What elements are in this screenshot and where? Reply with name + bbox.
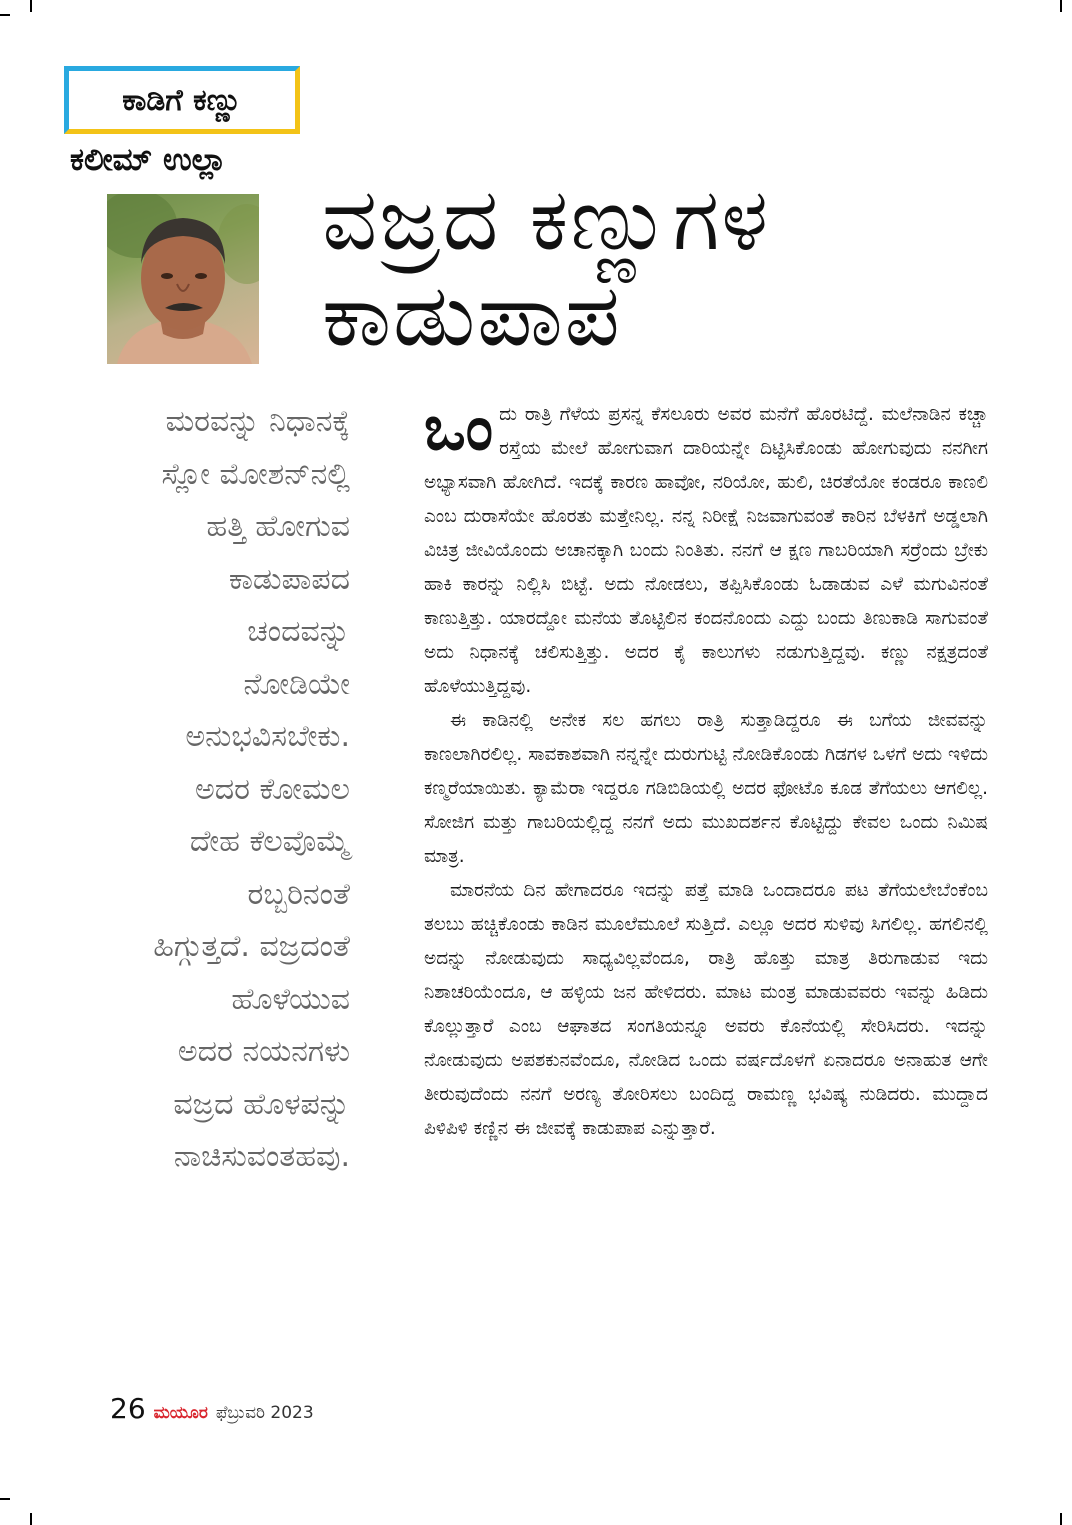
article-paragraph: ಮಾರನೆಯ ದಿನ ಹೇಗಾದರೂ ಇದನ್ನು ಪತ್ತೆ ಮಾಡಿ ಒಂದಾದರೂ ಪಟ ತೆಗೆಯಲೇಬೆಂಕೆಂಬ ತಲಬು ಹಚ್ಚಿಕೊಂಡು ಕಾಡಿನ ಮೂಲೆಮೂಲೆ ಸುತ್ತಿದೆ. ಎಲ್ಲೂ ಅದರ ಸುಳಿವು ಸಿಗಲಿಲ್ಲ. ಹಗಲಿನಲ್ಲಿ ಅದನ್ನು ನೋಡುವುದು ಸಾಧ್ಯವಿಲ್ಲವೆಂದೂ, ರಾತ್ರಿ ಹೊತ್ತು ಮಾತ್ರ ತಿರುಗಾಡುವ ಇದು ನಿಶಾಚರಿಯೆಂದೂ, ಆ ಹಳ್ಳಿಯ ಜನ ಹೇಳಿದರು. ಮಾಟ ಮಂತ್ರ ಮಾಡುವವರು ಇವನ್ನು ಹಿಡಿದು ಕೊಲ್ಲುತ್ತಾರೆ ಎಂಬ ಆಘಾತದ ಸಂಗತಿಯನ್ನೂ ಅವರು ಕೊನೆಯಲ್ಲಿ ಸೇರಿಸಿದರು. ಇದನ್ನು ನೋಡುವುದು ಅಪಶಕುನವೆಂದೂ, ನೋಡಿದ ಒಂದು ವರ್ಷದೊಳಗೆ ಏನಾದರೂ ಅನಾಹುತ ಆಗೇ ತೀರುವುದೆಂದು ನನಗೆ ಅರಣ್ಯ ತೋರಿಸಲು ಬಂದಿದ್ದ ರಾಮಣ್ಣ ಭವಿಷ್ಯ ನುಡಿದರು. ಮುದ್ದಾದ ಪಿಳಿಪಿಳಿ ಕಣ್ಣಿನ ಈ ಜೀವಕ್ಕೆ ಕಾಡುಪಾಪ ಎನ್ನುತ್ತಾರೆ. (424, 880, 988, 1139)
article-body (424, 391, 988, 1146)
pull-quote-line: ಹೊಳೆಯುವ (231, 981, 350, 1017)
pull-quote-line: ದೇಹ ಕೆಲವೊಮ್ಮೆ (189, 824, 350, 859)
column-logo: ಕಾಡಿಗೆ ಕಣ್ಣು (64, 66, 300, 134)
pull-quote-line: ನಾಚಿಸುವಂತಹವು. (173, 1139, 350, 1174)
author-photo (107, 194, 259, 364)
headline-line-1: ವಜ್ರದ ಕಣ್ಣುಗಳ (322, 170, 771, 270)
pull-quote-line: ಅದರ ಕೋಮಲ (194, 771, 350, 807)
article-paragraph-text: ದು ರಾತ್ರಿ ಗೆಳೆಯ ಪ್ರಸನ್ನ ಕೆಸಲೂರು ಅವರ ಮನೆಗೆ ಹೊರಟಿದ್ದೆ. ಮಲೆನಾಡಿನ ಕಚ್ಚಾ ರಸ್ತೆಯ ಮೇಲೆ ಹೋಗುವಾಗ ದಾರಿಯನ್ನೇ ದಿಟ್ಟಿಸಿಕೊಂಡು ಹೋಗುವುದು ನನಗೀಗ ಅಭ್ಯಾಸವಾಗಿ ಹೋಗಿದೆ. ಇದಕ್ಕೆ ಕಾರಣ ಹಾವೋ, ನರಿಯೋ, ಹುಲಿ, ಚಿರತೆಯೋ ಕಂಡರೂ ಕಾಣಲಿ ಎಂಬ ದುರಾಸೆಯೇ ಹೊರತು ಮತ್ತೇನಿಲ್ಲ. ನನ್ನ ನಿರೀಕ್ಷೆ ನಿಜವಾಗುವಂತೆ ಕಾರಿನ ಬೆಳಕಿಗೆ ಅಡ್ಡಲಾಗಿ ವಿಚಿತ್ರ ಜೀವಿಯೊಂದು ಅಚಾನಕ್ಕಾಗಿ ಬಂದು ನಿಂತಿತು. ನನಗೆ ಆ ಕ್ಷಣ ಗಾಬರಿಯಾಗಿ ಸರ್ರೆಂದು ಬ್ರೇಕು ಹಾಕಿ ಕಾರನ್ನು ನಿಲ್ಲಿಸಿ ಬಿಟ್ಟೆ. ಅದು ನೋಡಲು, ತಪ್ಪಿಸಿಕೊಂಡು ಓಡಾಡುವ ಎಳೆ ಮಗುವಿನಂತೆ ಕಾಣುತ್ತಿತ್ತು. ಯಾರದ್ದೋ ಮನೆಯ ತೊಟ್ಟಿಲಿನ ಕಂದನೊಂದು ಎದ್ದು ಬಂದು ತಿಣುಕಾಡಿ ಸಾಗುವಂತೆ ಅದು ನಿಧಾನಕ್ಕೆ ಚಲಿಸುತ್ತಿತ್ತು. ಅದರ ಕೈ ಕಾಲುಗಳು ನಡುಗುತ್ತಿದ್ದವು. ಕಣ್ಣು ನಕ್ಷತ್ರದಂತೆ ಹೊಳೆಯುತ್ತಿದ್ದವು. (424, 404, 988, 697)
author-portrait-illustration (107, 194, 259, 364)
pull-quote (110, 396, 350, 1184)
issue-date: ಫೆಬ್ರುವರಿ 2023 (215, 1403, 314, 1423)
page-footer (110, 1392, 314, 1425)
author-name: ಕಲೀಮ್ ಉಲ್ಲಾ (70, 142, 227, 178)
article-paragraph: ಈ ಕಾಡಿನಲ್ಲಿ ಅನೇಕ ಸಲ ಹಗಲು ರಾತ್ರಿ ಸುತ್ತಾಡಿದ್ದರೂ ಈ ಬಗೆಯ ಜೀವವನ್ನು ಕಾಣಲಾಗಿರಲಿಲ್ಲ. ಸಾವಕಾಶವಾಗಿ ನನ್ನನ್ನೇ ದುರುಗುಟ್ಟಿ ನೋಡಿಕೊಂಡು ಗಿಡಗಳ ಒಳಗೆ ಅದು ಇಳಿದು ಕಣ್ಮರೆಯಾಯಿತು. ಕ್ಯಾಮೆರಾ ಇದ್ದರೂ ಗಡಿಬಿಡಿಯಲ್ಲಿ ಅದರ ಫೋಟೊ ಕೂಡ ತೆಗೆಯಲು ಆಗಲಿಲ್ಲ. ಸೋಜಿಗ ಮತ್ತು ಗಾಬರಿಯಲ್ಲಿದ್ದ ನನಗೆ ಅದು ಮುಖದರ್ಶನ ಕೊಟ್ಟಿದ್ದು ಕೇವಲ ಒಂದು ನಿಮಿಷ ಮಾತ್ರ. (424, 710, 988, 867)
pull-quote-line: ರಬ್ಬರಿನಂತೆ (247, 876, 350, 912)
crop-mark (1060, 0, 1062, 12)
pull-quote-line: ಕಾಡುಪಾಪದ (228, 561, 350, 597)
crop-mark (30, 0, 32, 12)
magazine-name: ಮಯೂರ (153, 1403, 208, 1423)
page-number: 26 (110, 1392, 146, 1425)
headline-line-2: ಕಾಡುಪಾಪ (322, 266, 622, 366)
crop-mark (0, 14, 10, 16)
pull-quote-line: ಮರವನ್ನು ನಿಧಾನಕ್ಕೆ (165, 404, 350, 439)
pull-quote-line: ಚಂದವನ್ನು (247, 614, 350, 649)
pull-quote-line: ಹಿಗ್ಗುತ್ತದೆ. ವಜ್ರದಂತೆ (153, 929, 350, 964)
pull-quote-line: ಅದರ ನಯನಗಳು (177, 1034, 350, 1069)
crop-mark (1060, 1513, 1062, 1525)
crop-mark (30, 1513, 32, 1525)
article-paragraph (424, 391, 988, 704)
drop-cap: ಒಂ (424, 391, 494, 464)
pull-quote-line: ಅನುಭವಿಸಬೇಕು. (185, 719, 350, 754)
pull-quote-line: ಸ್ಲೋ ಮೋಶನ್‌ನಲ್ಲಿ (161, 456, 350, 492)
pull-quote-line: ನೋಡಿಯೇ (243, 666, 350, 702)
crop-mark (0, 1498, 10, 1500)
headline (322, 172, 882, 364)
pull-quote-line: ವಜ್ರದ ಹೊಳಪನ್ನು (173, 1086, 350, 1122)
pull-quote-line: ಹತ್ತಿ ಹೋಗುವ (206, 509, 350, 544)
